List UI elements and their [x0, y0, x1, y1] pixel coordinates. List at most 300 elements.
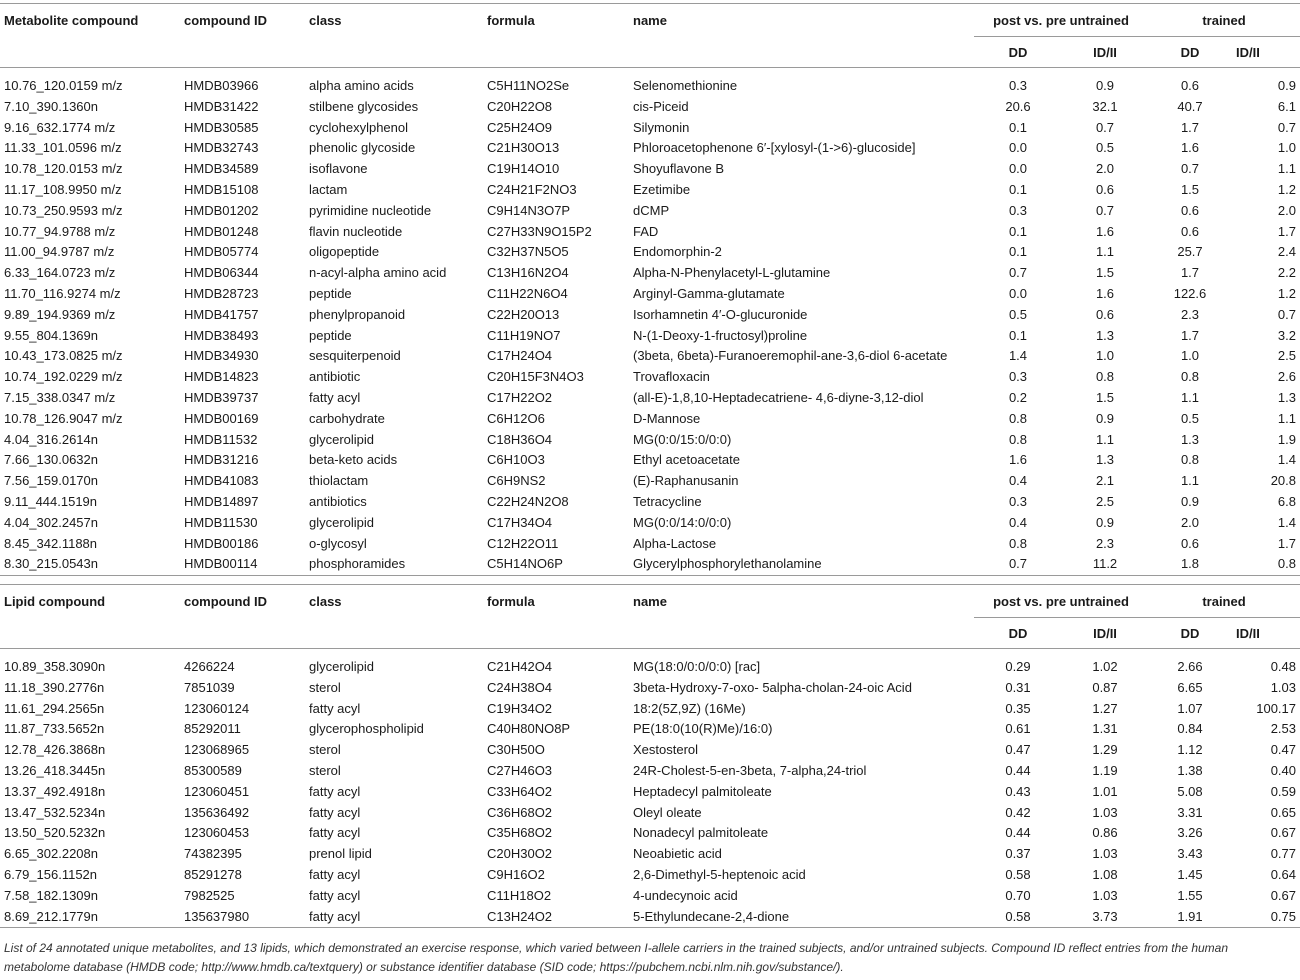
cell-compound-id: HMDB00169: [184, 410, 259, 426]
cell-formula: C24H21F2NO3: [487, 181, 577, 197]
cell-untrained-id-ii: 0.8: [1095, 369, 1115, 385]
cell-compound-id: HMDB05774: [184, 244, 259, 260]
table-row: [0, 346, 1300, 367]
table-row: [0, 492, 1300, 513]
cell-trained-id-ii: 1.3: [1277, 389, 1296, 405]
cell-trained-id-ii: 0.65: [1270, 804, 1296, 820]
cell-name: PE(18:0(10(R)Me)/16:0): [633, 721, 773, 737]
cell-class: glycerolipid: [309, 431, 375, 447]
cell-name: cis-Piceid: [633, 98, 689, 114]
header-group-trained: trained: [1148, 585, 1300, 618]
cell-trained-dd: 1.0: [1180, 348, 1200, 364]
cell-class: glycerolipid: [309, 514, 375, 530]
cell-name: Glycerylphosphorylethanolamine: [633, 556, 822, 572]
cell-class: fatty acyl: [309, 908, 361, 924]
cell-compound: 13.50_520.5232n: [4, 825, 106, 841]
cell-name: 18:2(5Z,9Z) (16Me): [633, 700, 746, 716]
table-row: [0, 263, 1300, 284]
cell-compound-id: HMDB15108: [184, 181, 259, 197]
table-row: [0, 471, 1300, 492]
cell-compound-id: 135636492: [184, 804, 250, 820]
header-name: name: [633, 593, 667, 609]
header-formula: formula: [487, 12, 535, 28]
header-metabolite-compound: Metabolite compound: [4, 12, 139, 28]
cell-name: Neoabietic acid: [633, 846, 722, 862]
cell-compound-id: 85300589: [184, 762, 242, 778]
cell-class: antibiotics: [309, 493, 367, 509]
cell-compound: 13.37_492.4918n: [4, 783, 106, 799]
cell-trained-id-ii: 2.6: [1277, 369, 1296, 385]
cell-compound-id: 85292011: [184, 721, 241, 737]
cell-name: Trovafloxacin: [633, 369, 710, 385]
table-row: [0, 305, 1300, 326]
cell-compound: 9.89_194.9369 m/z: [4, 306, 116, 322]
cell-untrained-id-ii: 1.02: [1092, 659, 1118, 674]
cell-untrained-dd: 0.3: [1008, 493, 1028, 509]
cell-formula: C40H80NO8P: [487, 721, 571, 737]
cell-untrained-id-ii: 0.7: [1095, 202, 1115, 218]
cell-trained-id-ii: 0.7: [1277, 119, 1296, 135]
cell-trained-id-ii: 0.7: [1277, 306, 1296, 322]
cell-class: fatty acyl: [309, 825, 361, 841]
cell-untrained-dd: 0.1: [1008, 119, 1028, 135]
cell-name: Shoyuflavone B: [633, 161, 725, 177]
cell-untrained-id-ii: 0.6: [1095, 306, 1115, 322]
cell-untrained-id-ii: 0.9: [1095, 514, 1115, 530]
cell-compound-id: 7982525: [184, 887, 235, 903]
cell-compound-id: HMDB32743: [184, 140, 259, 156]
cell-compound-id: HMDB03966: [184, 78, 259, 93]
table-row: [0, 657, 1300, 678]
cell-trained-dd: 1.1: [1180, 473, 1200, 489]
cell-untrained-dd: 0.8: [1008, 535, 1028, 551]
cell-trained-dd: 0.84: [1177, 721, 1203, 737]
cell-compound: 7.56_159.0170n: [4, 473, 98, 489]
cell-compound: 7.66_130.0632n: [4, 452, 98, 468]
cell-name: N-(1-Deoxy-1-fructosyl)proline: [633, 327, 808, 343]
cell-untrained-id-ii: 1.19: [1092, 762, 1118, 778]
cell-class: peptide: [309, 327, 352, 343]
cell-compound: 11.17_108.9950 m/z: [4, 181, 122, 197]
table-row: [0, 844, 1300, 865]
cell-compound-id: 123060451: [184, 783, 250, 799]
cell-trained-dd: 1.6: [1180, 140, 1200, 156]
cell-untrained-dd: 0.4: [1008, 514, 1028, 530]
cell-class: sesquiterpenoid: [309, 348, 401, 364]
cell-untrained-id-ii: 2.3: [1095, 535, 1115, 551]
cell-class: prenol lipid: [309, 846, 372, 862]
cell-name: (all-E)-1,8,10-Heptadecatriene- 4,6-diyne-3,12-diol: [633, 389, 924, 405]
cell-untrained-dd: 20.6: [1005, 98, 1031, 114]
table-row: [0, 761, 1300, 782]
cell-class: lactam: [309, 181, 348, 197]
cell-class: o-glycosyl: [309, 535, 367, 551]
cell-trained-id-ii: 0.77: [1270, 846, 1296, 862]
cell-trained-id-ii: 2.0: [1277, 202, 1296, 218]
table-row: [0, 367, 1300, 388]
cell-trained-dd: 0.6: [1180, 78, 1200, 93]
cell-trained-dd: 40.7: [1177, 98, 1203, 114]
cell-formula: C27H46O3: [487, 762, 553, 778]
cell-formula: C9H16O2: [487, 866, 545, 882]
cell-untrained-dd: 0.42: [1005, 804, 1031, 820]
cell-trained-dd: 1.45: [1177, 866, 1203, 882]
cell-trained-dd: 5.08: [1177, 783, 1203, 799]
cell-compound-id: 123060453: [184, 825, 250, 841]
header-dd: DD: [1008, 44, 1028, 60]
cell-compound: 9.55_804.1369n: [4, 327, 98, 343]
cell-compound-id: HMDB34930: [184, 348, 259, 364]
cell-untrained-id-ii: 1.0: [1095, 348, 1115, 364]
cell-class: flavin nucleotide: [309, 223, 403, 239]
cell-untrained-id-ii: 2.0: [1095, 161, 1115, 177]
cell-untrained-dd: 0.47: [1005, 742, 1031, 758]
cell-formula: C21H30O13: [487, 140, 560, 156]
cell-name: MG(18:0/0:0/0:0) [rac]: [633, 659, 761, 674]
table-row: [0, 97, 1300, 118]
cell-compound: 4.04_316.2614n: [4, 431, 98, 447]
cell-compound-id: HMDB34589: [184, 161, 259, 177]
cell-compound: 7.10_390.1360n: [4, 98, 98, 114]
cell-compound: 10.89_358.3090n: [4, 659, 106, 674]
cell-name: 5-Ethylundecane-2,4-dione: [633, 908, 790, 924]
cell-formula: C13H24O2: [487, 908, 553, 924]
table-row: [0, 242, 1300, 263]
cell-compound-id: 4266224: [184, 659, 235, 674]
cell-trained-dd: 2.66: [1177, 659, 1203, 674]
cell-name: Silymonin: [633, 119, 690, 135]
cell-untrained-dd: 0.0: [1008, 285, 1028, 301]
cell-untrained-dd: 0.1: [1008, 327, 1028, 343]
cell-compound-id: 7851039: [184, 679, 235, 695]
cell-formula: C6H10O3: [487, 452, 545, 468]
cell-untrained-dd: 0.0: [1008, 161, 1028, 177]
cell-untrained-id-ii: 1.1: [1095, 244, 1115, 260]
cell-formula: C24H38O4: [487, 679, 553, 695]
cell-trained-id-ii: 1.2: [1277, 181, 1296, 197]
cell-untrained-id-ii: 1.6: [1095, 223, 1115, 239]
table-row: [0, 284, 1300, 305]
cell-compound-id: HMDB31216: [184, 452, 259, 468]
cell-trained-id-ii: 0.75: [1270, 908, 1296, 924]
cell-trained-id-ii: 1.7: [1277, 535, 1296, 551]
cell-formula: C19H14O10: [487, 161, 560, 177]
cell-compound-id: 123068965: [184, 742, 250, 758]
cell-untrained-id-ii: 1.3: [1095, 452, 1115, 468]
cell-untrained-dd: 0.2: [1008, 389, 1028, 405]
cell-compound: 10.78_126.9047 m/z: [4, 410, 123, 426]
cell-untrained-id-ii: 0.87: [1092, 679, 1118, 695]
cell-formula: C22H20O13: [487, 306, 560, 322]
cell-trained-id-ii: 2.4: [1277, 244, 1296, 260]
cell-untrained-dd: 0.1: [1008, 181, 1028, 197]
cell-class: fatty acyl: [309, 866, 361, 882]
cell-formula: C11H19NO7: [487, 327, 561, 343]
cell-formula: C5H14NO6P: [487, 556, 563, 572]
cell-name: 3beta-Hydroxy-7-oxo- 5alpha-cholan-24-oic Acid: [633, 679, 912, 695]
table-row: [0, 907, 1300, 928]
cell-compound-id: HMDB14897: [184, 493, 259, 509]
cell-trained-id-ii: 1.4: [1277, 514, 1296, 530]
cell-formula: C36H68O2: [487, 804, 553, 820]
cell-formula: C5H11NO2Se: [487, 78, 570, 93]
cell-trained-dd: 1.7: [1180, 119, 1200, 135]
cell-class: oligopeptide: [309, 244, 380, 260]
cell-untrained-id-ii: 1.6: [1095, 285, 1115, 301]
cell-compound: 11.70_116.9274 m/z: [4, 285, 121, 301]
cell-trained-dd: 1.8: [1180, 556, 1200, 572]
cell-formula: C22H24N2O8: [487, 493, 569, 509]
cell-untrained-id-ii: 3.73: [1092, 908, 1118, 924]
table-row: [0, 886, 1300, 907]
cell-trained-id-ii: 2.53: [1270, 721, 1296, 737]
table-row: [0, 409, 1300, 430]
cell-trained-id-ii: 1.9: [1277, 431, 1296, 447]
table-row: [0, 430, 1300, 451]
cell-formula: C11H18O2: [487, 887, 552, 903]
cell-name: Endomorphin-2: [633, 244, 722, 260]
cell-trained-id-ii: 1.2: [1277, 285, 1296, 301]
header-formula: formula: [487, 593, 535, 609]
cell-class: sterol: [309, 679, 341, 695]
cell-compound: 10.76_120.0159 m/z: [4, 78, 123, 93]
cell-name: 2,6-Dimethyl-5-heptenoic acid: [633, 866, 806, 882]
cell-trained-dd: 2.3: [1180, 306, 1200, 322]
cell-trained-id-ii: 0.47: [1270, 742, 1296, 758]
header-compound-id: compound ID: [184, 593, 268, 609]
cell-name: Oleyl oleate: [633, 804, 702, 820]
cell-trained-dd: 1.3: [1180, 431, 1200, 447]
cell-trained-dd: 0.6: [1180, 202, 1200, 218]
cell-untrained-dd: 0.8: [1008, 410, 1028, 426]
cell-compound: 7.58_182.1309n: [4, 887, 98, 903]
cell-untrained-id-ii: 0.7: [1095, 119, 1115, 135]
table-row: [0, 388, 1300, 409]
cell-trained-id-ii: 1.1: [1277, 410, 1296, 426]
cell-trained-dd: 0.5: [1180, 410, 1200, 426]
cell-trained-id-ii: 0.67: [1270, 887, 1296, 903]
cell-compound: 9.16_632.1774 m/z: [4, 119, 116, 135]
cell-untrained-id-ii: 1.5: [1095, 265, 1115, 281]
cell-trained-id-ii: 1.7: [1277, 223, 1296, 239]
table-row: [0, 740, 1300, 761]
cell-untrained-id-ii: 1.03: [1092, 846, 1118, 862]
header-name: name: [633, 12, 667, 28]
cell-formula: C17H22O2: [487, 389, 553, 405]
cell-trained-id-ii: 100.17: [1256, 700, 1296, 716]
cell-name: FAD: [633, 223, 659, 239]
cell-untrained-id-ii: 1.3: [1095, 327, 1115, 343]
table-row: [0, 450, 1300, 471]
cell-class: isoflavone: [309, 161, 368, 177]
cell-compound-id: HMDB14823: [184, 369, 259, 385]
cell-trained-dd: 1.38: [1177, 762, 1203, 778]
table-row: [0, 76, 1300, 97]
cell-compound: 11.87_733.5652n: [4, 721, 105, 737]
cell-name: D-Mannose: [633, 410, 701, 426]
cell-name: MG(0:0/15:0/0:0): [633, 431, 732, 447]
table-caption: List of 24 annotated unique metabolites, and 13 lipids, which demonstrated an exercise response, which varied between I-allele carriers in the trained subjects, and/or untrained subjects. Compound ID reflect entries from the human metabolome database (HMDB code; http://www.hmdb.ca/textquery) or substance identifier database (SID code; https://pubchem.ncbi.nlm.nih.gov/substance/).: [4, 941, 1229, 974]
cell-compound: 8.69_212.1779n: [4, 908, 98, 924]
cell-untrained-id-ii: 1.08: [1092, 866, 1118, 882]
cell-compound-id: HMDB30585: [184, 119, 259, 135]
cell-untrained-id-ii: 2.1: [1095, 473, 1115, 489]
cell-class: cyclohexylphenol: [309, 119, 409, 135]
cell-trained-dd: 0.8: [1180, 452, 1200, 468]
cell-untrained-id-ii: 0.9: [1095, 410, 1115, 426]
cell-formula: C19H34O2: [487, 700, 553, 716]
cell-trained-dd: 0.6: [1180, 223, 1200, 239]
cell-trained-dd: 3.43: [1177, 846, 1203, 862]
cell-formula: C13H16N2O4: [487, 265, 569, 281]
cell-trained-dd: 1.1: [1180, 389, 1200, 405]
table-row: [0, 803, 1300, 824]
cell-trained-id-ii: 6.8: [1277, 493, 1296, 509]
cell-compound: 11.33_101.0596 m/z: [4, 140, 122, 156]
cell-compound: 10.43_173.0825 m/z: [4, 348, 123, 364]
cell-compound-id: HMDB41757: [184, 306, 259, 322]
cell-compound-id: HMDB41083: [184, 473, 259, 489]
cell-compound: 11.61_294.2565n: [4, 700, 105, 716]
cell-class: carbohydrate: [309, 410, 385, 426]
cell-untrained-dd: 0.7: [1008, 556, 1028, 572]
cell-trained-dd: 0.7: [1180, 161, 1200, 177]
cell-untrained-id-ii: 1.03: [1092, 804, 1118, 820]
cell-compound: 12.78_426.3868n: [4, 742, 106, 758]
cell-trained-id-ii: 3.2: [1277, 327, 1296, 343]
cell-compound: 10.74_192.0229 m/z: [4, 369, 123, 385]
cell-untrained-dd: 0.58: [1005, 866, 1031, 882]
table-row: [0, 326, 1300, 347]
cell-class: fatty acyl: [309, 783, 361, 799]
cell-trained-id-ii: 20.8: [1270, 473, 1296, 489]
header-class: class: [309, 12, 342, 28]
cell-compound-id: 135637980: [184, 908, 250, 924]
table-row: [0, 823, 1300, 844]
cell-trained-id-ii: 0.40: [1270, 762, 1296, 778]
cell-class: fatty acyl: [309, 804, 361, 820]
cell-class: phenolic glycoside: [309, 140, 416, 156]
cell-compound-id: 74382395: [184, 846, 242, 862]
cell-untrained-id-ii: 0.5: [1095, 140, 1115, 156]
cell-untrained-id-ii: 2.5: [1095, 493, 1115, 509]
cell-untrained-dd: 0.4: [1008, 473, 1028, 489]
header-group-untrained: post vs. pre untrained: [974, 4, 1148, 37]
cell-class: alpha amino acids: [309, 78, 414, 93]
cell-class: pyrimidine nucleotide: [309, 202, 432, 218]
cell-trained-dd: 3.31: [1177, 804, 1203, 820]
cell-trained-id-ii: 2.2: [1277, 265, 1296, 281]
cell-untrained-dd: 0.8: [1008, 431, 1028, 447]
cell-untrained-id-ii: 0.6: [1095, 181, 1115, 197]
cell-class: n-acyl-alpha amino acid: [309, 265, 447, 281]
table-row: [0, 678, 1300, 699]
cell-trained-id-ii: 6.1: [1277, 98, 1296, 114]
cell-compound-id: HMDB11530: [184, 514, 258, 530]
cell-untrained-dd: 0.1: [1008, 223, 1028, 239]
cell-formula: C6H9NS2: [487, 473, 546, 489]
table-row: [0, 865, 1300, 886]
cell-compound: 6.33_164.0723 m/z: [4, 265, 116, 281]
cell-formula: C9H14N3O7P: [487, 202, 571, 218]
cell-class: sterol: [309, 762, 341, 778]
cell-untrained-id-ii: 0.9: [1095, 78, 1115, 93]
cell-trained-dd: 1.55: [1177, 887, 1203, 903]
cell-trained-dd: 1.12: [1177, 742, 1203, 758]
table-row: [0, 159, 1300, 180]
cell-trained-id-ii: 0.8: [1277, 556, 1296, 572]
cell-compound-id: HMDB39737: [184, 389, 259, 405]
cell-compound-id: HMDB01202: [184, 202, 259, 218]
cell-name: Tetracycline: [633, 493, 702, 509]
cell-name: MG(0:0/14:0/0:0): [633, 514, 732, 530]
cell-trained-dd: 1.91: [1177, 908, 1203, 924]
cell-class: glycerolipid: [309, 659, 375, 674]
cell-compound: 11.00_94.9787 m/z: [4, 244, 115, 260]
cell-compound: 10.78_120.0153 m/z: [4, 161, 123, 177]
table-row: [0, 222, 1300, 243]
cell-untrained-id-ii: 1.01: [1092, 783, 1118, 799]
cell-untrained-id-ii: 0.86: [1092, 825, 1118, 841]
table-row: [0, 201, 1300, 222]
cell-compound-id: 85291278: [184, 866, 242, 882]
cell-compound: 6.65_302.2208n: [4, 846, 98, 862]
cell-trained-id-ii: 0.67: [1270, 825, 1296, 841]
cell-compound-id: HMDB38493: [184, 327, 259, 343]
cell-untrained-dd: 0.7: [1008, 265, 1028, 281]
cell-compound: 10.77_94.9788 m/z: [4, 223, 116, 239]
cell-compound: 13.26_418.3445n: [4, 762, 106, 778]
cell-compound: 8.45_342.1188n: [4, 535, 98, 551]
cell-trained-id-ii: 2.5: [1277, 348, 1296, 364]
cell-untrained-id-ii: 1.27: [1092, 700, 1118, 716]
cell-untrained-dd: 0.3: [1008, 202, 1028, 218]
cell-class: fatty acyl: [309, 389, 361, 405]
cell-untrained-dd: 0.3: [1008, 369, 1028, 385]
cell-name: Nonadecyl palmitoleate: [633, 825, 769, 841]
cell-untrained-dd: 0.0: [1008, 140, 1028, 156]
cell-class: antibiotic: [309, 369, 361, 385]
header-group-trained: trained: [1148, 4, 1300, 37]
cell-untrained-dd: 0.44: [1005, 825, 1031, 841]
cell-compound-id: HMDB00114: [184, 556, 258, 572]
cell-name: Isorhamnetin 4′-O-glucuronide: [633, 306, 808, 322]
cell-name: dCMP: [633, 202, 670, 218]
header-class: class: [309, 593, 342, 609]
cell-formula: C21H42O4: [487, 659, 553, 674]
cell-name: Phloroacetophenone 6′-[xylosyl-(1->6)-glucoside]: [633, 140, 916, 156]
cell-trained-dd: 1.7: [1180, 265, 1200, 281]
cell-untrained-dd: 0.43: [1005, 783, 1031, 799]
header-dd: DD: [1180, 44, 1200, 60]
cell-untrained-dd: 0.29: [1005, 659, 1031, 674]
cell-trained-id-ii: 0.48: [1270, 659, 1296, 674]
cell-trained-dd: 2.0: [1180, 514, 1200, 530]
cell-compound-id: HMDB00186: [184, 535, 259, 551]
cell-trained-id-ii: 1.4: [1277, 452, 1296, 468]
header-id-ii: ID/II: [1236, 44, 1260, 60]
table-row: [0, 513, 1300, 534]
header-id-ii: ID/II: [1236, 625, 1260, 641]
cell-untrained-dd: 0.3: [1008, 78, 1028, 93]
cell-formula: C20H15F3N4O3: [487, 369, 584, 385]
table-row: [0, 699, 1300, 720]
cell-compound: 6.79_156.1152n: [4, 866, 98, 882]
header-compound-id: compound ID: [184, 12, 268, 28]
cell-name: 24R-Cholest-5-en-3beta, 7-alpha,24-triol: [633, 762, 867, 778]
header-id-ii: ID/II: [1093, 44, 1117, 60]
table-row: [0, 534, 1300, 555]
